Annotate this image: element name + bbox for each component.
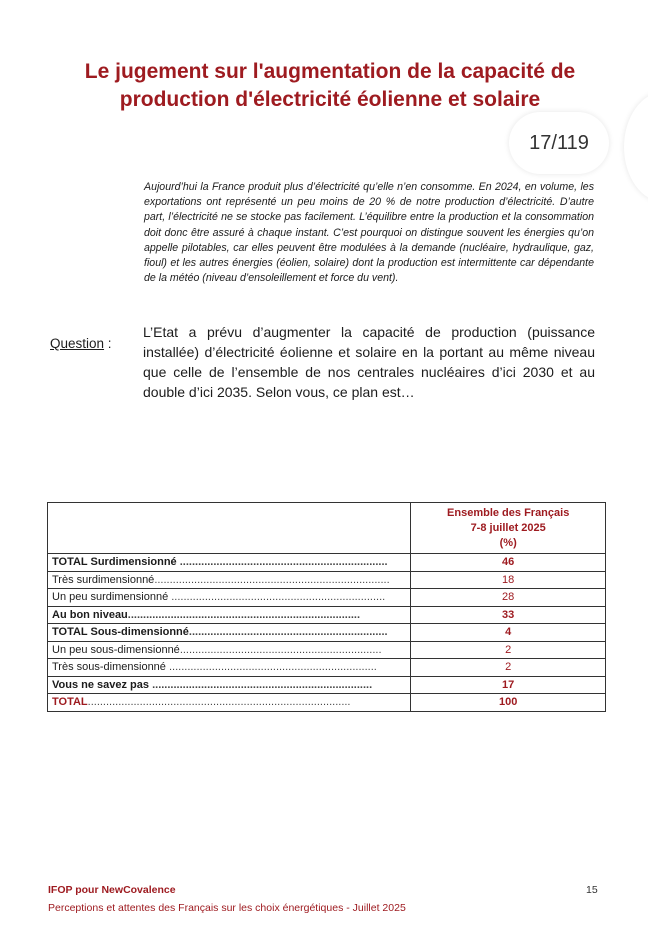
row-value: 2 (411, 641, 606, 659)
row-value: 100 (411, 694, 606, 712)
row-label-text: Très surdimensionné (52, 573, 155, 586)
table-row (48, 571, 606, 589)
leader-dots: ........................................................................ (152, 678, 373, 691)
page-title (60, 58, 600, 114)
intro-paragraph: Aujourd’hui la France produit plus d’électricité qu’elle n’en consomme. En 2024, en volume, les exportations ont représenté un peu moins de 20 % de notre production d’électricité. D’autre part, l’électricité ne se stocke pas facilement. L’équilibre entre la production et la consommation doit donc être assuré à chaque instant. C’est pourquoi on distingue souvent les énergies qu’on appelle pilotables, car elles peuvent être modulées à la demande (nucléaire, hydraulique, gaz, fioul) et les autres énergies (éolien, solaire) dont la production est intermittente car dépendante de la météo (niveau d’ensoleillement et force du vent). (144, 181, 594, 285)
leader-dots: ...................................................................... (171, 591, 386, 604)
row-label-text: Vous ne savez pas (52, 678, 150, 691)
row-label (48, 554, 411, 572)
table-row (48, 676, 606, 694)
row-label-text: Un peu surdimensionné (52, 591, 169, 604)
page-title-line-1: Le jugement sur l'augmentation de la capacité de (84, 60, 576, 83)
row-label-text: Très sous-dimensionné (52, 661, 166, 674)
next-page-button[interactable] (624, 92, 648, 202)
leader-dots: ............................................................................. (154, 573, 390, 586)
row-label-text: Au bon niveau (52, 608, 128, 621)
footer-subtitle: Perceptions et attentes des Français sur les choix énergétiques - Juillet 2025 (48, 902, 406, 914)
table-row (48, 641, 606, 659)
leader-dots: ................................................................. (188, 626, 388, 639)
footer-organization: IFOP pour NewCovalence (48, 884, 176, 896)
table-row (48, 589, 606, 607)
row-label (48, 624, 411, 642)
row-label-text: Un peu sous-dimensionné (52, 643, 180, 656)
row-value: 28 (411, 589, 606, 607)
row-label (48, 589, 411, 607)
question-label (50, 336, 112, 351)
row-label (48, 641, 411, 659)
table-header-empty-cell (48, 503, 411, 554)
row-label-text: TOTAL Surdimensionné (52, 556, 177, 569)
row-value: 46 (411, 554, 606, 572)
column-header-line-3: (%) (499, 537, 517, 549)
leader-dots: ...................................................................................... (87, 696, 351, 709)
leader-dots: ............................................................................ (127, 608, 361, 621)
row-label-text: TOTAL Sous-dimensionné (52, 626, 189, 639)
results-table (47, 502, 606, 712)
leader-dots: .................................................................. (179, 643, 382, 656)
page-counter (509, 112, 609, 174)
leader-dots: .................................................................... (168, 661, 377, 674)
row-label-text: TOTAL (52, 696, 88, 709)
table-row (48, 554, 606, 572)
row-value: 33 (411, 606, 606, 624)
row-value: 18 (411, 571, 606, 589)
table-header-column (411, 503, 606, 554)
row-value: 4 (411, 624, 606, 642)
leader-dots: .................................................................... (179, 556, 388, 569)
table-row (48, 606, 606, 624)
table-row (48, 624, 606, 642)
row-label (48, 659, 411, 677)
page-title-line-2: production d'électricité éolienne et solaire (119, 88, 541, 111)
table-header-row (48, 503, 606, 554)
row-label (48, 571, 411, 589)
column-header-line-2: 7-8 juillet 2025 (470, 522, 546, 534)
column-header-line-1: Ensemble des Français (447, 507, 570, 519)
row-label (48, 694, 411, 712)
table-row (48, 659, 606, 677)
question-label-separator: : (104, 336, 112, 351)
question-label-text: Question (50, 336, 105, 351)
row-label (48, 606, 411, 624)
row-value: 17 (411, 676, 606, 694)
row-label (48, 676, 411, 694)
row-value: 2 (411, 659, 606, 677)
table-row-total (48, 694, 606, 712)
footer-page-number: 15 (586, 884, 598, 896)
question-text: L’Etat a prévu d’augmenter la capacité de production (puissance installée) d’électricité éolienne et solaire en la portant au même niveau que celle de l’ensemble de nos centrales nucléaires d’ici 2030 et au double d’ici 2035. Selon vous, ce plan est… (143, 324, 595, 400)
page-counter-text: 17/119 (529, 131, 589, 154)
